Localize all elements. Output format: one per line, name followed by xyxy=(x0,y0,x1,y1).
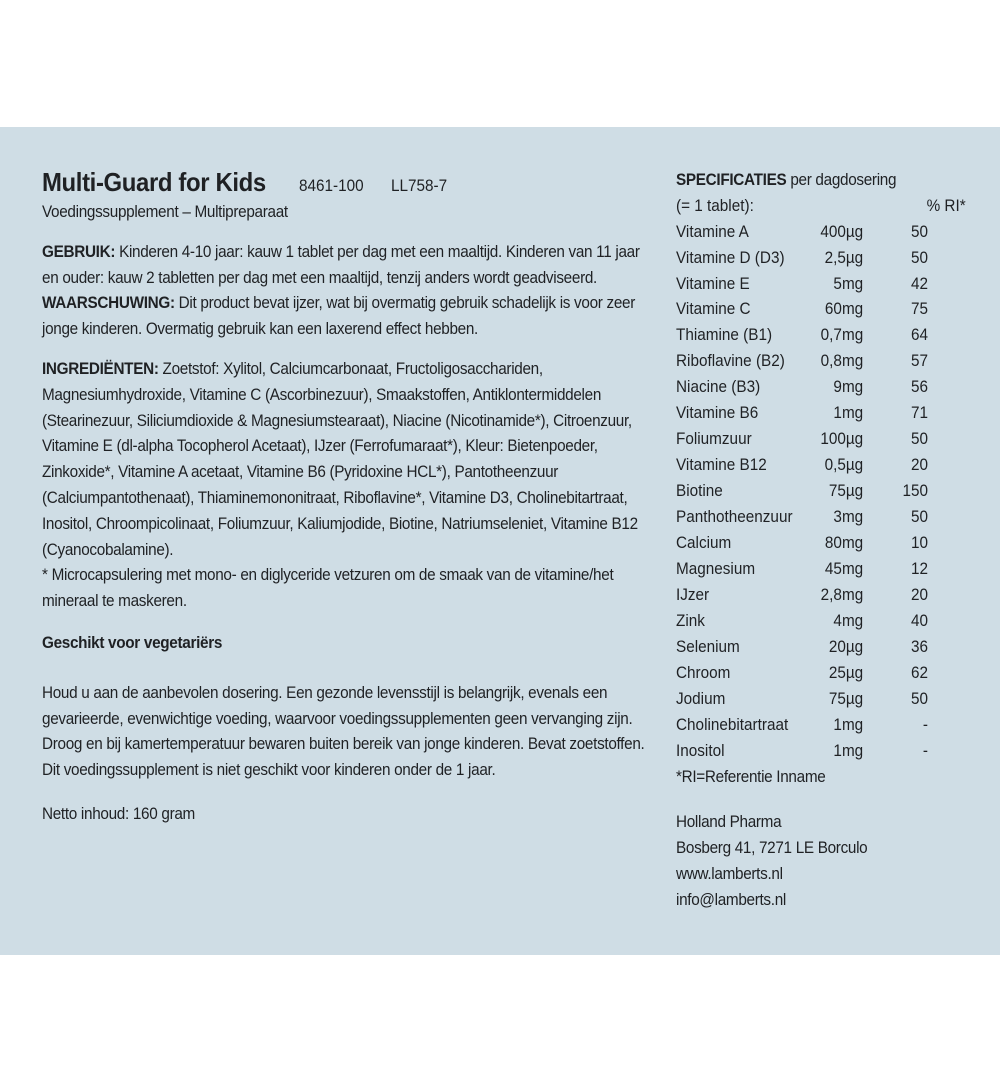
spec-table-body xyxy=(676,219,928,764)
spec-ri: 36 xyxy=(910,636,928,656)
right-text-block xyxy=(676,167,966,913)
spec-nutrient: Niacine (B3) xyxy=(676,377,761,397)
spec-nutrient: Cholinebitartraat xyxy=(676,714,789,734)
spec-nutrient: Inositol xyxy=(676,740,725,760)
spec-row xyxy=(676,582,928,608)
spec-table xyxy=(676,219,928,764)
spec-row xyxy=(676,530,928,556)
spec-dose-row xyxy=(676,193,966,219)
spec-amount: 60mg xyxy=(824,299,864,319)
spec-amount: 2,8mg xyxy=(820,584,864,604)
spec-amount: 45mg xyxy=(824,558,864,578)
company-address: Bosberg 41, 7271 LE Borculo xyxy=(676,838,868,858)
spec-ri: 75 xyxy=(910,299,928,319)
spec-nutrient: Chroom xyxy=(676,662,731,682)
net-content: Netto inhoud: 160 gram xyxy=(42,803,195,823)
spec-ri: 50 xyxy=(910,507,928,527)
spec-amount: 75µg xyxy=(828,481,864,501)
spec-ri: 20 xyxy=(910,455,928,475)
spec-amount: 0,5µg xyxy=(824,455,864,475)
spec-ri: - xyxy=(922,740,928,760)
spec-amount: 100µg xyxy=(820,429,864,449)
spec-footnote: *RI=Referentie Inname xyxy=(676,766,826,786)
spec-row xyxy=(676,738,928,764)
spec-amount: 25µg xyxy=(828,662,864,682)
spec-ri-header: % RI* xyxy=(926,195,966,215)
spec-ri: 42 xyxy=(910,273,928,293)
spec-amount: 75µg xyxy=(828,688,864,708)
spec-nutrient: Vitamine A xyxy=(676,221,749,241)
spec-amount: 9mg xyxy=(833,377,864,397)
lot-code: LL758-7 xyxy=(391,176,448,195)
spec-ri: 40 xyxy=(910,610,928,630)
spec-row xyxy=(676,400,928,426)
usage-text: Kinderen 4-10 jaar: kauw 1 tablet per dag met een maaltijd. Kinderen van 11 jaar en ouder: kauw 2 tabletten per dag met een maaltijd, tenzij anders wordt geadviseerd. xyxy=(42,241,640,287)
ingredients-footnote: * Microcapsulering met mono- en diglyceride vetzuren om de smaak van de vitamine/het mineraal te maskeren. xyxy=(42,565,614,611)
spec-amount: 5mg xyxy=(833,273,864,293)
spec-ri: 10 xyxy=(910,533,928,553)
spec-heading xyxy=(676,167,966,193)
product-name: Multi-Guard for Kids xyxy=(42,167,266,197)
spec-nutrient: Thiamine (B1) xyxy=(676,325,773,345)
ingredients-section xyxy=(42,356,646,562)
ingredients-text: Zoetstof: Xylitol, Calciumcarbonaat, Fructoligosacchariden, Magnesiumhydroxide, Vitamine C (Ascorbinezuur), Smaakstoffen, Antiklontermiddelen (Stearinezuur, Siliciumdioxide & Magnesiumstearaat), Niacine (Nicotinamide*), Citroenzuur, Vitamine E (dl-alpha Tocopherol Acetaat), IJzer (Ferrofumaraat*), Kleur: Bietenpoeder, Zinkoxide*, Vitamine A acetaat, Vitamine B6 (Pyridoxine HCL*), Pantotheenzuur (Calciumpantothenaat), Thiaminemononitraat, Riboflavine*, Vitamine D3, Cholinebitartraat, Inositol, Chroompicolinaat, Foliumzuur, Kaliumjodide, Biotine, Natriumseleniet, Vitamine B12 (Cyanocobalamine). xyxy=(42,358,638,559)
spec-ri: 64 xyxy=(910,325,928,345)
spec-amount: 0,7mg xyxy=(820,325,864,345)
vegetarian-text: Geschikt voor vegetariërs xyxy=(42,632,223,652)
spec-ri: 71 xyxy=(910,403,928,423)
spec-row xyxy=(676,348,928,374)
spec-amount: 1mg xyxy=(833,403,864,423)
left-text-block xyxy=(42,199,646,827)
spec-nutrient: Vitamine B6 xyxy=(676,403,759,423)
spec-amount: 1mg xyxy=(833,740,864,760)
spec-nutrient: Vitamine D (D3) xyxy=(676,247,785,267)
spec-row xyxy=(676,219,928,245)
spec-row xyxy=(676,478,928,504)
spec-nutrient: Zink xyxy=(676,610,705,630)
spec-row xyxy=(676,504,928,530)
product-code: 8461-100 xyxy=(299,176,364,195)
spec-row xyxy=(676,245,928,271)
spec-row xyxy=(676,608,928,634)
spec-row xyxy=(676,296,928,322)
spec-nutrient: Riboflavine (B2) xyxy=(676,351,785,371)
product-subtitle: Voedingssupplement – Multipreparaat xyxy=(42,202,288,221)
spec-ri: 50 xyxy=(910,688,928,708)
spec-nutrient: Panthotheenzuur xyxy=(676,507,793,527)
spec-ri: 56 xyxy=(910,377,928,397)
spec-ri: 20 xyxy=(910,584,928,604)
title-row xyxy=(42,167,647,198)
spec-row xyxy=(676,712,928,738)
spec-ri: 62 xyxy=(910,662,928,682)
spec-heading-rest: per dagdosering xyxy=(786,170,897,189)
warning-section xyxy=(42,290,646,342)
spec-row xyxy=(676,634,928,660)
spec-nutrient: Jodium xyxy=(676,688,726,708)
spec-row xyxy=(676,686,928,712)
spec-row xyxy=(676,271,928,297)
spec-ri: 12 xyxy=(910,558,928,578)
spec-nutrient: Vitamine B12 xyxy=(676,455,767,475)
spec-row xyxy=(676,556,928,582)
spec-nutrient: Calcium xyxy=(676,533,732,553)
label-left-column xyxy=(42,167,647,827)
spec-heading-label: SPECIFICATIES xyxy=(676,170,787,189)
spec-amount: 3mg xyxy=(833,507,864,527)
company-website[interactable]: www.lamberts.nl xyxy=(676,864,783,884)
usage-section xyxy=(42,239,646,291)
spec-nutrient: Biotine xyxy=(676,481,723,501)
spec-ri: 50 xyxy=(910,429,928,449)
spec-nutrient: Vitamine E xyxy=(676,273,750,293)
spec-amount: 80mg xyxy=(824,533,864,553)
spec-row xyxy=(676,374,928,400)
warning-label: WAARSCHUWING: xyxy=(42,293,175,313)
spec-amount: 4mg xyxy=(833,610,864,630)
label-right-column xyxy=(676,167,966,913)
spec-ri: 150 xyxy=(902,481,928,501)
spec-row xyxy=(676,322,928,348)
advice-text: Houd u aan de aanbevolen dosering. Een gezonde levensstijl is belangrijk, evenals een gevarieerde, evenwichtige voeding, waarvoor voedingssupplementen geen vervanging zijn. Droog en bij kamertemperatuur bewaren buiten bereik van jonge kinderen. Bevat zoetstoffen. Dit voedingssupplement is niet geschikt voor kinderen onder de 1 jaar. xyxy=(42,682,645,780)
spec-amount: 2,5µg xyxy=(824,247,864,267)
spec-ri: 50 xyxy=(910,247,928,267)
spec-nutrient: Magnesium xyxy=(676,558,756,578)
spec-row xyxy=(676,452,928,478)
company-name: Holland Pharma xyxy=(676,812,782,832)
warning-text: Dit product bevat ijzer, wat bij overmatig gebruik schadelijk is voor zeer jonge kinderen. Overmatig gebruik kan een laxerend effect hebben. xyxy=(42,293,636,339)
vegetarian-heading xyxy=(42,630,646,656)
spec-amount: 0,8mg xyxy=(820,351,864,371)
spec-dose: (= 1 tablet): xyxy=(676,195,754,215)
spec-ri: - xyxy=(922,714,928,734)
company-email[interactable]: info@lamberts.nl xyxy=(676,890,786,910)
ingredients-label: INGREDIËNTEN: xyxy=(42,358,159,378)
spec-row xyxy=(676,426,928,452)
spec-nutrient: Vitamine C xyxy=(676,299,751,319)
spec-nutrient: Selenium xyxy=(676,636,740,656)
usage-label: GEBRUIK: xyxy=(42,241,116,261)
company-block xyxy=(676,809,966,913)
spec-nutrient: IJzer xyxy=(676,584,710,604)
spec-ri: 57 xyxy=(910,351,928,371)
spec-nutrient: Foliumzuur xyxy=(676,429,752,449)
spec-amount: 400µg xyxy=(820,221,864,241)
spec-amount: 20µg xyxy=(828,636,864,656)
spec-ri: 50 xyxy=(910,221,928,241)
spec-row xyxy=(676,660,928,686)
spec-amount: 1mg xyxy=(833,714,864,734)
